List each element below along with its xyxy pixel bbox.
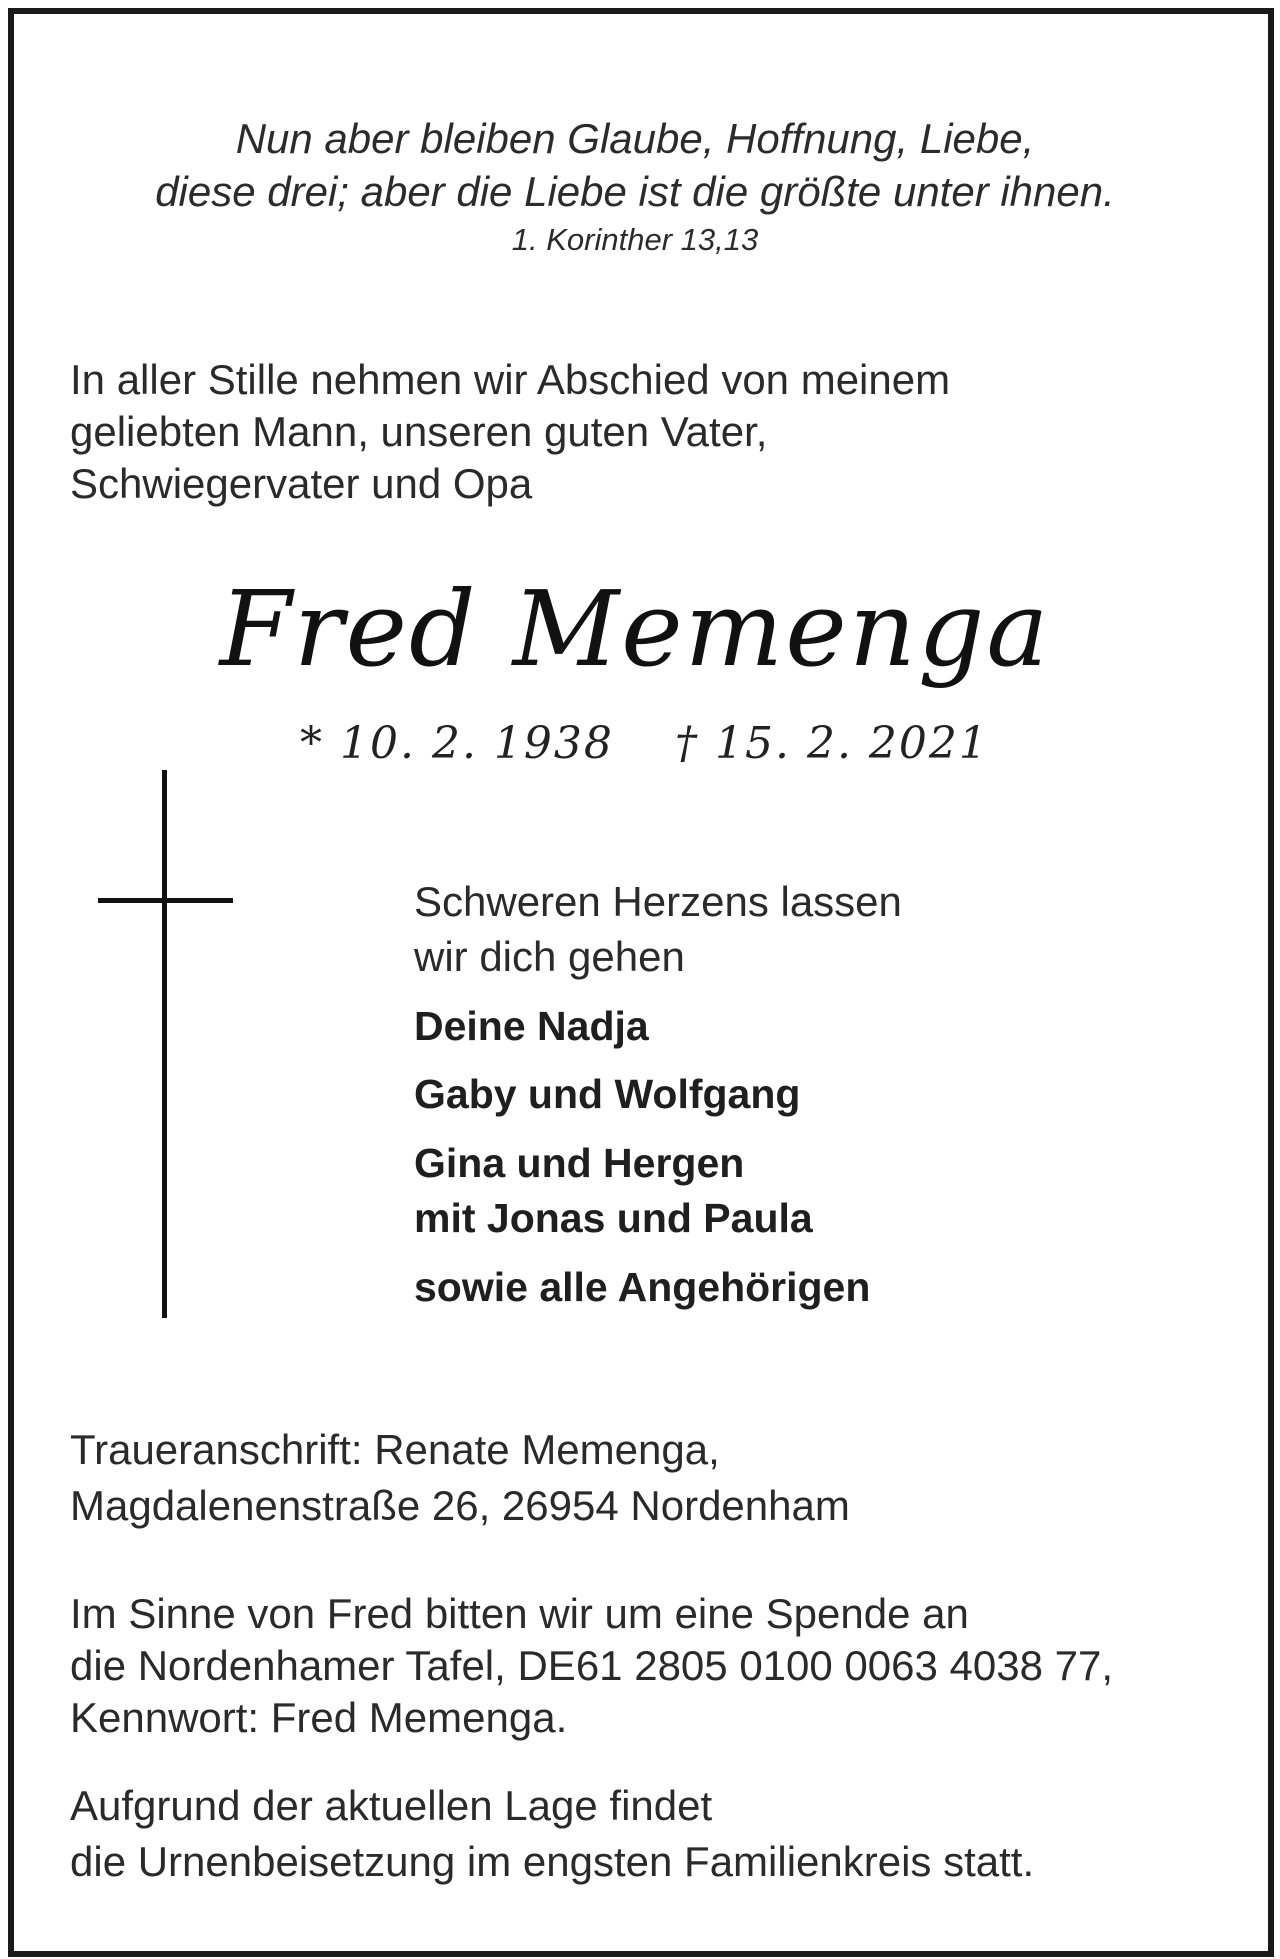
burial-line-1: Aufgrund der aktuellen Lage findet bbox=[70, 1782, 713, 1829]
verse-source: 1. Korinther 13,13 bbox=[511, 222, 759, 257]
mourners-intro-line-2: wir dich gehen bbox=[414, 933, 685, 980]
donation-line-1: Im Sinne von Fred bitten wir um eine Spende an bbox=[70, 1590, 969, 1637]
mourner-name: Gaby und Wolfgang bbox=[414, 1071, 801, 1117]
burial-line-2: die Urnenbeisetzung im engsten Familienkreis statt. bbox=[70, 1838, 1035, 1885]
donation-line-3: Kennwort: Fred Memenga. bbox=[70, 1694, 568, 1741]
intro-line-3: Schwiegervater und Opa bbox=[70, 460, 533, 507]
verse-line-2: diese drei; aber die Liebe ist die größte unter ihnen. bbox=[155, 168, 1115, 215]
cross-icon-bar bbox=[98, 898, 233, 903]
mourning-address bbox=[70, 1424, 850, 1532]
death-date: † 15. 2. 2021 bbox=[675, 718, 989, 769]
deceased-name: Fred Memenga bbox=[219, 568, 1051, 690]
intro-line-2: geliebten Mann, unseren guten Vater, bbox=[70, 408, 768, 455]
mourner-name-line: Gina und Hergen bbox=[414, 1140, 745, 1186]
donation-line-2: die Nordenhamer Tafel, DE61 2805 0100 0063 4038 77, bbox=[70, 1642, 1114, 1689]
address-line-2: Magdalenenstraße 26, 26954 Nordenham bbox=[70, 1482, 850, 1529]
burial-note bbox=[70, 1780, 1034, 1888]
mourners-intro-line-1: Schweren Herzens lassen bbox=[414, 878, 902, 925]
mourner-name bbox=[414, 1136, 813, 1246]
address-line-1: Traueranschrift: Renate Memenga, bbox=[70, 1426, 720, 1473]
mourner-name: Deine Nadja bbox=[414, 1003, 649, 1049]
intro-text bbox=[70, 354, 950, 510]
intro-line-1: In aller Stille nehmen wir Abschied von meinem bbox=[70, 356, 951, 403]
bible-verse bbox=[0, 112, 1270, 218]
verse-line-1: Nun aber bleiben Glaube, Hoffnung, Liebe, bbox=[235, 115, 1035, 162]
mourner-name: sowie alle Angehörigen bbox=[414, 1264, 871, 1310]
donation-request bbox=[70, 1588, 1113, 1744]
mourners-intro bbox=[414, 874, 902, 984]
mourner-name-line: mit Jonas und Paula bbox=[414, 1195, 813, 1241]
cross-icon bbox=[162, 770, 167, 1318]
birth-date: * 10. 2. 1938 bbox=[300, 718, 614, 769]
